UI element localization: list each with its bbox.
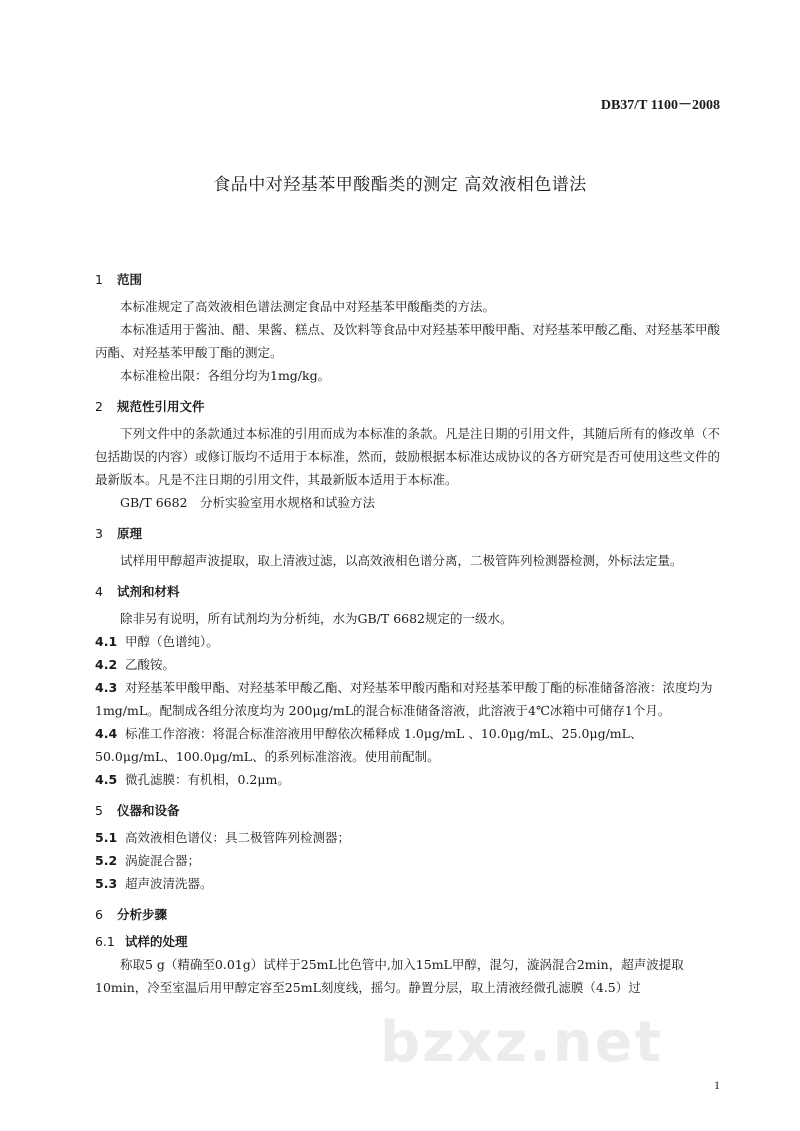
section-6-heading xyxy=(95,903,723,926)
clause-number: 4.4 xyxy=(95,726,118,741)
paragraph: 下列文件中的条款通过本标准的引用而成为本标准的条款。凡是注日期的引用文件，其随后所有的修改单（不包括勘误的内容）或修订版均不适用于本标准，然而，鼓励根据本标准达成协议的各方研究是否可使用这些文件的最新版本。凡是不注日期的引用文件，其最新版本适用于本标准。 xyxy=(95,426,721,487)
section-title: 仪器和设备 xyxy=(117,803,180,818)
section-5-heading xyxy=(95,799,723,822)
clause-text: 甲醇（色谱纯）。 xyxy=(125,634,219,649)
clause-item xyxy=(95,849,723,872)
section-title: 分析步骤 xyxy=(117,907,168,922)
clause-item xyxy=(95,826,723,849)
section-title: 范围 xyxy=(117,272,143,287)
clause-text: 乙酸铵。 xyxy=(125,657,176,672)
subsection-title: 试样的处理 xyxy=(125,934,188,949)
page-number: 1 xyxy=(714,1078,720,1092)
clause-number: 4.1 xyxy=(95,634,118,649)
clause-number: 4.2 xyxy=(95,657,118,672)
clause-item xyxy=(95,722,723,768)
section-number: 6 xyxy=(95,907,103,922)
document-body xyxy=(95,268,723,999)
reference-entry: GB/T 6682 分析实验室用水规格和试验方法 xyxy=(120,495,376,510)
watermark: bzxz.net xyxy=(380,1010,664,1075)
clause-text: 超声波清洗器。 xyxy=(125,876,213,891)
clause-text: 对羟基苯甲酸甲酯、对羟基苯甲酸乙酯、对羟基苯甲酸丙酯和对羟基苯甲酸丁酯的标准储备溶液：浓度均为1mg/mL。配制成各组分浓度均为 200μg/mL的混合标准储备溶液，此溶液于4℃冰箱中可储存1个月。 xyxy=(95,680,713,718)
clause-text: 标准工作溶液：将混合标准溶液用甲醇依次稀释成 1.0μg/mL 、10.0μg/mL、25.0μg/mL、50.0μg/mL、100.0μg/mL、的系列标准溶液。使用前配制。 xyxy=(95,726,643,764)
section-1-heading xyxy=(95,268,723,291)
section-number: 2 xyxy=(95,399,103,414)
section-title: 试剂和材料 xyxy=(117,584,180,599)
section-number: 3 xyxy=(95,526,103,541)
clause-item xyxy=(95,768,723,791)
paragraph: 试样用甲醇超声波提取，取上清液过滤，以高效液相色谱分离，二极管阵列检测器检测，外标法定量。 xyxy=(120,553,683,568)
paragraph: 除非另有说明，所有试剂均为分析纯，水为GB/T 6682规定的一级水。 xyxy=(120,611,513,626)
paragraph: 称取5 g（精确至0.01g）试样于25mL比色管中,加入15mL甲醇，混匀，漩涡混合2min，超声波提取10min，冷至室温后用甲醇定容至25mL刻度线，摇匀。静置分层，取上清液经微孔滤膜（4.5）过 xyxy=(95,957,684,995)
clause-number: 5.3 xyxy=(95,876,118,891)
clause-text: 高效液相色谱仪：具二极管阵列检测器； xyxy=(125,830,351,845)
section-title: 原理 xyxy=(117,526,143,541)
standard-code: DB37/T 1100－2008 xyxy=(600,98,720,113)
paragraph: 本标准规定了高效液相色谱法测定食品中对羟基苯甲酸酯类的方法。 xyxy=(120,299,496,314)
clause-item xyxy=(95,676,723,722)
document-title: 食品中对羟基苯甲酸酯类的测定 高效液相色谱法 xyxy=(213,175,587,195)
clause-number: 5.2 xyxy=(95,853,118,868)
section-number: 5 xyxy=(95,803,103,818)
section-number: 4 xyxy=(95,584,103,599)
clause-item xyxy=(95,630,723,653)
section-2-heading xyxy=(95,395,723,418)
clause-number: 5.1 xyxy=(95,830,118,845)
clause-text: 微孔滤膜：有机相，0.2μm。 xyxy=(125,772,290,787)
clause-item xyxy=(95,872,723,895)
section-4-heading xyxy=(95,580,723,603)
clause-item xyxy=(95,653,723,676)
subsection-6-1-heading xyxy=(95,930,723,953)
subsection-number: 6.1 xyxy=(95,934,115,949)
paragraph: 本标准检出限：各组分均为1mg/kg。 xyxy=(120,368,331,383)
section-title: 规范性引用文件 xyxy=(117,399,205,414)
section-3-heading xyxy=(95,522,723,545)
clause-text: 涡旋混合器； xyxy=(125,853,201,868)
paragraph: 本标准适用于酱油、醋、果酱、糕点、及饮料等食品中对羟基苯甲酸甲酯、对羟基苯甲酸乙酯、对羟基苯甲酸丙酯、对羟基苯甲酸丁酯的测定。 xyxy=(95,322,721,360)
clause-number: 4.3 xyxy=(95,680,118,695)
clause-number: 4.5 xyxy=(95,772,118,787)
section-number: 1 xyxy=(95,272,103,287)
